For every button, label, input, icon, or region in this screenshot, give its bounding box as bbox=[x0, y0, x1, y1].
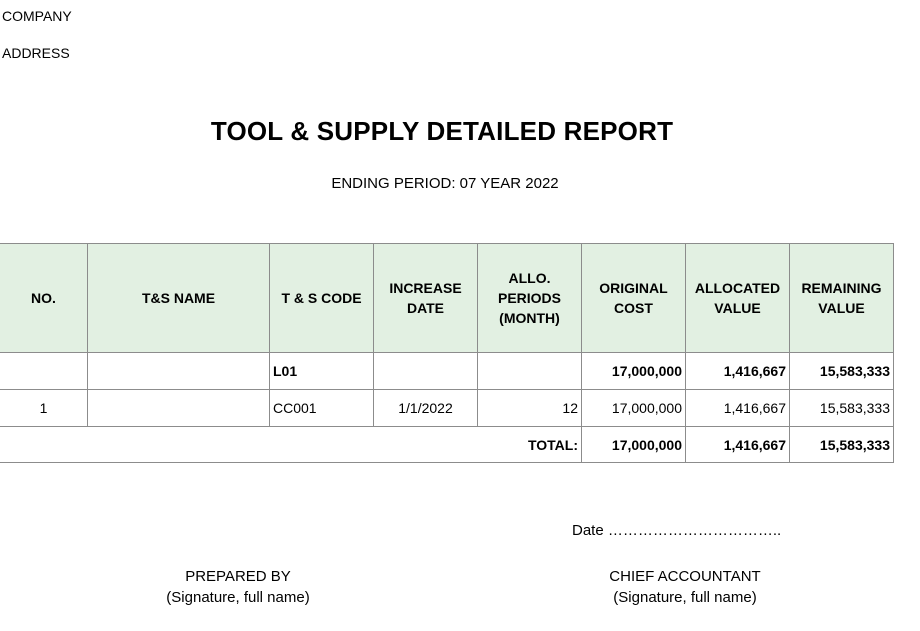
col-header-increase-date: INCREASE DATE bbox=[374, 244, 478, 353]
row-code-cell: CC001 bbox=[270, 390, 374, 427]
date-line: Date …………………………….. bbox=[572, 522, 782, 539]
group-name-cell bbox=[88, 353, 270, 390]
total-allocated-value-cell: 1,416,667 bbox=[686, 427, 790, 463]
prepared-by-block bbox=[138, 566, 338, 608]
row-periods-cell: 12 bbox=[478, 390, 582, 427]
group-row bbox=[0, 353, 894, 390]
col-header-periods: ALLO. PERIODS (MONTH) bbox=[478, 244, 582, 353]
row-no-cell: 1 bbox=[0, 390, 88, 427]
company-label: COMPANY bbox=[2, 8, 72, 24]
col-header-original-cost: ORIGINAL COST bbox=[582, 244, 686, 353]
group-code-cell: L01 bbox=[270, 353, 374, 390]
chief-accountant-note: (Signature, full name) bbox=[613, 589, 757, 606]
table-row bbox=[0, 390, 894, 427]
group-remaining-value-cell: 15,583,333 bbox=[790, 353, 894, 390]
group-periods-cell bbox=[478, 353, 582, 390]
total-remaining-value-cell: 15,583,333 bbox=[790, 427, 894, 463]
row-remaining-value-cell: 15,583,333 bbox=[790, 390, 894, 427]
col-header-name: T&S NAME bbox=[88, 244, 270, 353]
report-title: TOOL & SUPPLY DETAILED REPORT bbox=[210, 116, 674, 146]
prepared-by-label: PREPARED BY bbox=[185, 568, 291, 585]
table-header-row bbox=[0, 244, 894, 353]
address-label: ADDRESS bbox=[2, 45, 70, 61]
row-increase-date-cell: 1/1/2022 bbox=[374, 390, 478, 427]
prepared-by-note: (Signature, full name) bbox=[166, 589, 310, 606]
chief-accountant-block bbox=[585, 566, 785, 608]
row-allocated-value-cell: 1,416,667 bbox=[686, 390, 790, 427]
group-allocated-value-cell: 1,416,667 bbox=[686, 353, 790, 390]
col-header-allocated-value: ALLOCATED VALUE bbox=[686, 244, 790, 353]
group-no-cell bbox=[0, 353, 88, 390]
group-original-cost-cell: 17,000,000 bbox=[582, 353, 686, 390]
report-period: ENDING PERIOD: 07 YEAR 2022 bbox=[331, 175, 559, 192]
row-name-cell bbox=[88, 390, 270, 427]
report-table bbox=[0, 243, 894, 463]
total-row bbox=[0, 427, 894, 463]
col-header-no: NO. bbox=[0, 244, 88, 353]
col-header-remaining-value: REMAINING VALUE bbox=[790, 244, 894, 353]
col-header-code: T & S CODE bbox=[270, 244, 374, 353]
group-increase-date-cell bbox=[374, 353, 478, 390]
chief-accountant-label: CHIEF ACCOUNTANT bbox=[609, 568, 761, 585]
total-original-cost-cell: 17,000,000 bbox=[582, 427, 686, 463]
total-label-cell: TOTAL: bbox=[0, 427, 582, 463]
row-original-cost-cell: 17,000,000 bbox=[582, 390, 686, 427]
